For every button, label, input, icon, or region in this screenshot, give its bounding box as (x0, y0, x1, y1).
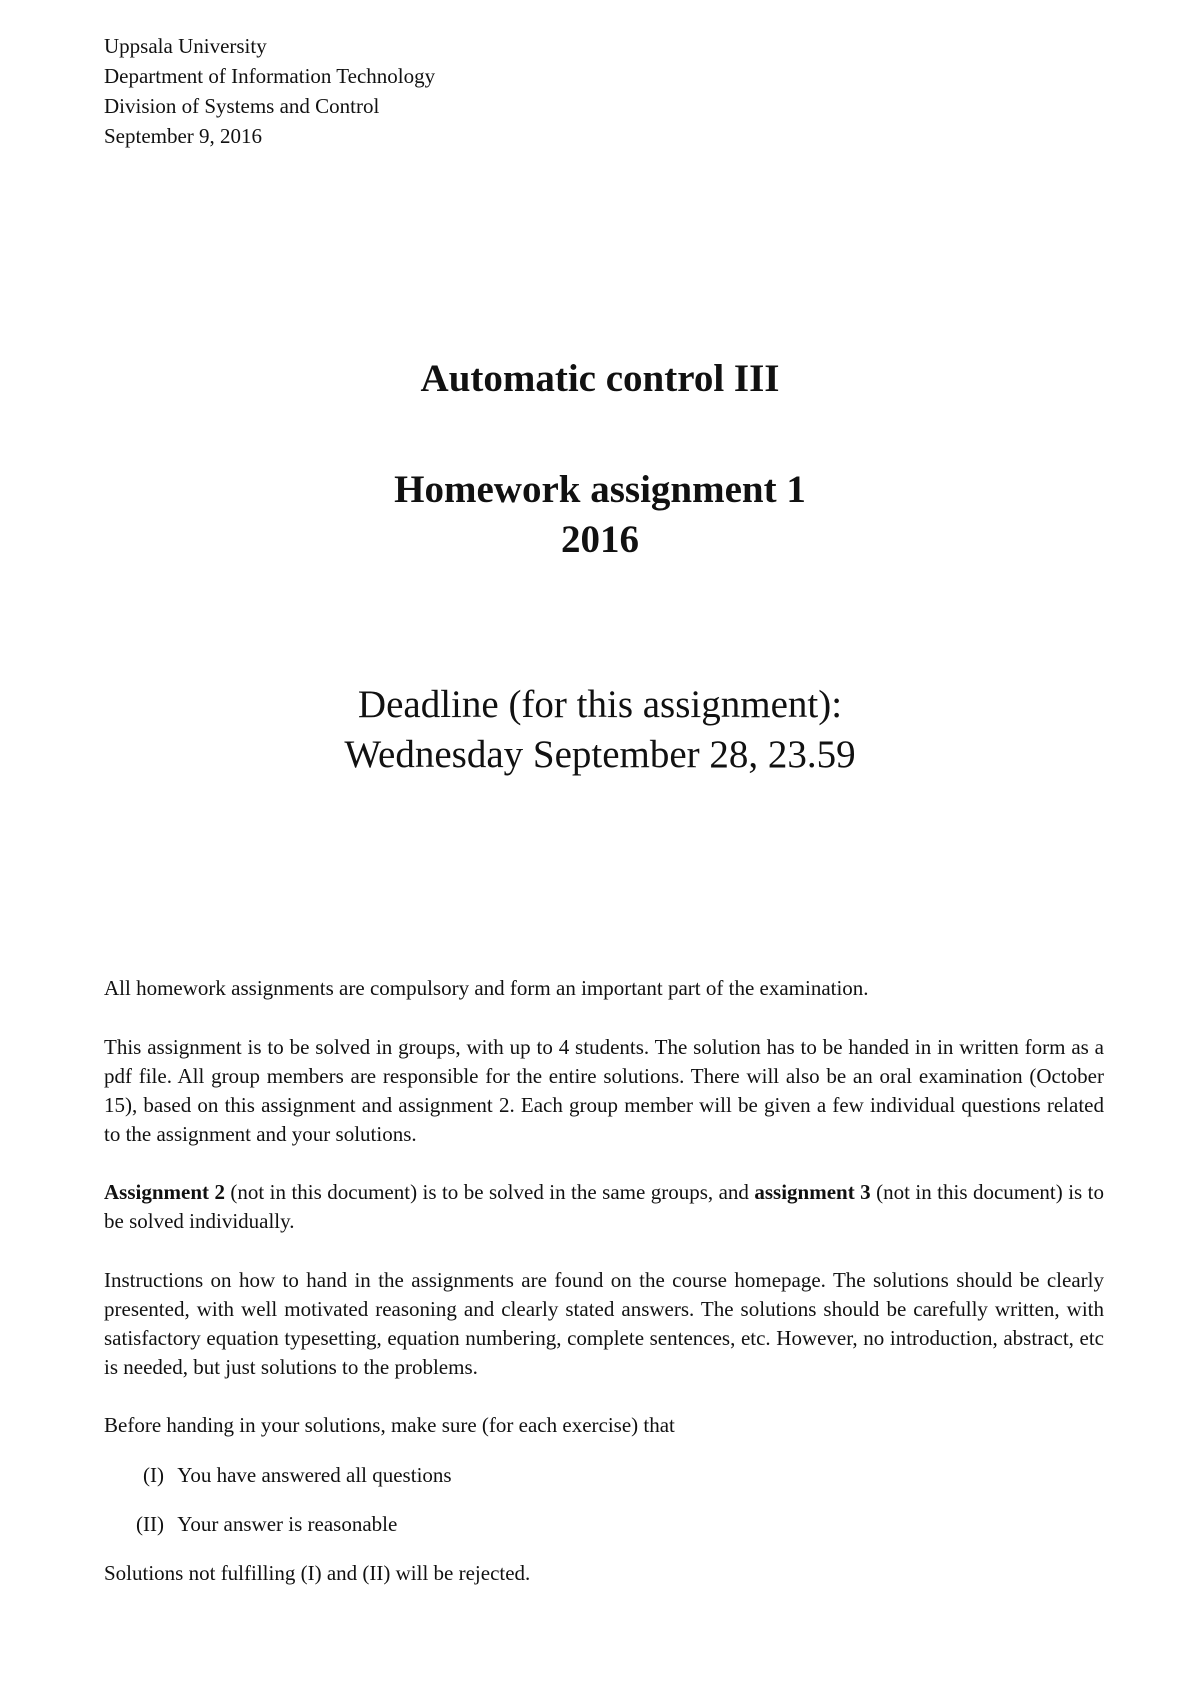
paragraph-other-assignments-tail: (not in this document) is to be solved individually. (104, 1180, 1104, 1233)
course-title: Automatic control III (420, 357, 780, 400)
document-date: September 9, 2016 (104, 124, 263, 148)
checklist-marker: (I) (143, 1463, 164, 1487)
checklist-item (104, 1461, 1104, 1490)
paragraph-checklist-intro: Before handing in your solutions, make sure (for each exercise) that (104, 1413, 675, 1437)
deadline-label: Deadline (for this assignment): (357, 683, 843, 726)
paragraph-groups: This assignment is to be solved in groups, with up to 4 students. The solution has to be handed in in written form as a pdf file. All group members are responsible for the entire solutions. There will also be an oral examination (October 15), based on this assignment and assignment 2. Each group member will be given a few individual questions related to the assignment and your solutions. (104, 1035, 1104, 1146)
paragraph-other-assignments-middle: (not in this document) is to be solved in the same groups, and (224, 1180, 755, 1204)
paragraph-instructions: Instructions on how to hand in the assignments are found on the course homepage. The solutions should be clearly presented, with well motivated reasoning and clearly stated answers. The solutions should be carefully written, with satisfactory equation typesetting, equation numbering, complete sentences, etc. However, no introduction, abstract, etc is needed, but just solutions to the problems. (104, 1268, 1104, 1379)
department-name: Department of Information Technology (104, 64, 436, 88)
paragraph-compulsory: All homework assignments are compulsory and form an important part of the examination. (104, 976, 869, 1000)
paragraph-other-assignments (104, 1178, 1104, 1236)
assignment-title: Homework assignment 1 (394, 468, 806, 511)
closing-statement: Solutions not fulfilling (I) and (II) will be rejected. (104, 1561, 531, 1585)
checklist-text: Your answer is reasonable (177, 1512, 398, 1536)
assignment-2-label: Assignment 2 (104, 1180, 225, 1204)
checklist-marker: (II) (136, 1512, 164, 1536)
university-name: Uppsala University (104, 34, 267, 58)
checklist-item (104, 1510, 1104, 1539)
checklist-text: You have answered all questions (177, 1463, 452, 1487)
document-header (104, 31, 804, 151)
division-name: Division of Systems and Control (104, 94, 380, 118)
assignment-year: 2016 (561, 518, 639, 561)
assignment-3-label: assignment 3 (754, 1180, 871, 1204)
deadline-date: Wednesday September 28, 23.59 (344, 733, 856, 776)
